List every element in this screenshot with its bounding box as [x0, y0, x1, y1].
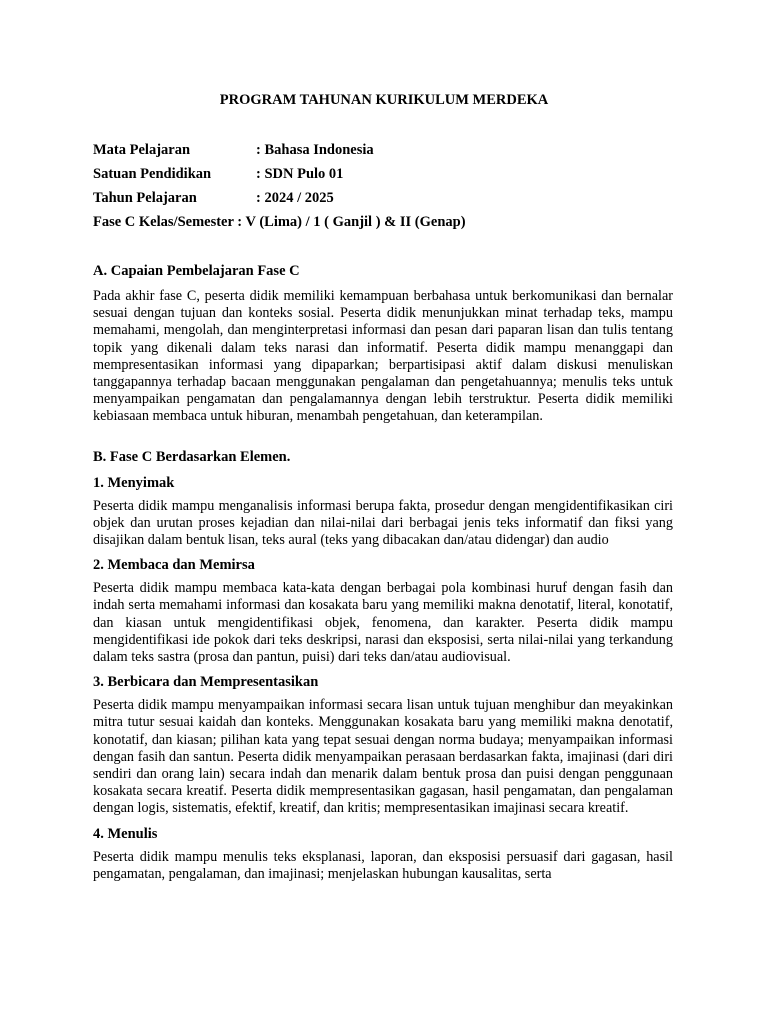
meta-row-school — [93, 165, 466, 189]
element-title-membaca: 2. Membaca dan Memirsa — [93, 557, 255, 574]
page-title: PROGRAM TAHUNAN KURIKULUM MERDEKA — [219, 92, 549, 108]
section-a-heading: A. Capaian Pembelajaran Fase C — [93, 263, 300, 279]
year-label: Tahun Pelajaran — [93, 190, 197, 206]
document-body — [93, 262, 673, 890]
element-title-berbicara: 3. Berbicara dan Mempresentasikan — [93, 674, 319, 691]
element-title-menulis: 4. Menulis — [93, 825, 158, 842]
element-body-membaca: Peserta didik mampu membaca kata-kata dengan berbagai pola kombinasi huruf dengan fasih dan indah serta memahami informasi dan kosakata baru yang memiliki makna denotatif, literal, konotatif, dan kiasan untuk mengidentifikasi objek, fenomena, dan karakter. Peserta didik mampu mengidentifikasi ide pokok dari teks deskripsi, narasi dan eksposisi, serta nilai-nilai yang terkandung dalam teks sastra (prosa dan pantun, puisi) dari teks dan/atau audiovisual. — [93, 580, 673, 666]
section-b-heading: B. Fase C Berdasarkan Elemen. — [93, 448, 291, 465]
meta-row-year — [93, 189, 466, 213]
subject-value: : Bahasa Indonesia — [256, 142, 374, 158]
school-value: : SDN Pulo 01 — [256, 166, 344, 182]
subject-label: Mata Pelajaran — [93, 142, 191, 158]
meta-row-subject — [93, 141, 466, 165]
year-value: : 2024 / 2025 — [256, 190, 334, 206]
meta-row-phase: Fase C Kelas/Semester : V (Lima) / 1 ( Ganjil ) & II (Genap) — [93, 214, 466, 230]
element-title-menyimak: 1. Menyimak — [93, 474, 175, 491]
element-body-menulis: Peserta didik mampu menulis teks eksplanasi, laporan, dan eksposisi persuasif dari gagasan, hasil pengamatan, pengalaman, dan imajinasi; menjelaskan hubungan kausalitas, serta — [93, 848, 673, 882]
identity-block — [93, 141, 466, 237]
element-body-berbicara: Peserta didik mampu menyampaikan informasi secara lisan untuk tujuan menghibur dan meyakinkan mitra tutur sesuai kaidah dan konteks. Menggunakan kosakata baru yang memiliki makna denotatif, konotatif, dan kiasan; pilihan kata yang tepat sesuai dengan norma budaya; menyampaikan informasi dengan fasih dan santun. Peserta didik menyampaikan perasaan berdasarkan fakta, imajinasi (dari diri sendiri dan orang lain) secara indah dan menarik dalam bentuk prosa dan puisi dengan penggunaan kosakata secara kreatif. Peserta didik mempresentasikan gagasan, hasil pengamatan, dan pengalaman dengan logis, sistematis, efektif, kreatif, dan kritis; mempresentasikan imajinasi secara kreatif. — [93, 697, 673, 817]
element-body-menyimak: Peserta didik mampu menganalisis informasi berupa fakta, prosedur dengan mengidentifikasikan ciri objek dan urutan proses kejadian dan nilai-nilai dari berbagai jenis teks informatif dan fiksi yang disajikan dalam bentuk lisan, teks aural (teks yang dibacakan dan/atau didengar) dan audio — [93, 497, 673, 549]
section-a-paragraph: Pada akhir fase C, peserta didik memiliki kemampuan berbahasa untuk berkomunikasi dan bernalar sesuai dengan tujuan dan konteks sosial. Peserta didik menunjukkan minat terhadap teks, mampu memahami, mengolah, dan menginterpretasi informasi dan pesan dari paparan lisan dan tulis tentang topik yang dikenali dalam teks narasi dan informatif. Peserta didik mampu menanggapi dan mempresentasikan informasi yang dipaparkan; berpartisipasi aktif dalam diskusi menuliskan tanggapannya terhadap bacaan menggunakan pengalaman dan pengetahuannya; menulis teks untuk menyampaikan pengamatan dan pengalamannya dengan lebih terstruktur. Peserta didik memiliki kebiasaan membaca untuk hiburan, menambah pengetahuan, dan keterampilan. — [93, 288, 673, 425]
school-label: Satuan Pendidikan — [93, 166, 212, 182]
